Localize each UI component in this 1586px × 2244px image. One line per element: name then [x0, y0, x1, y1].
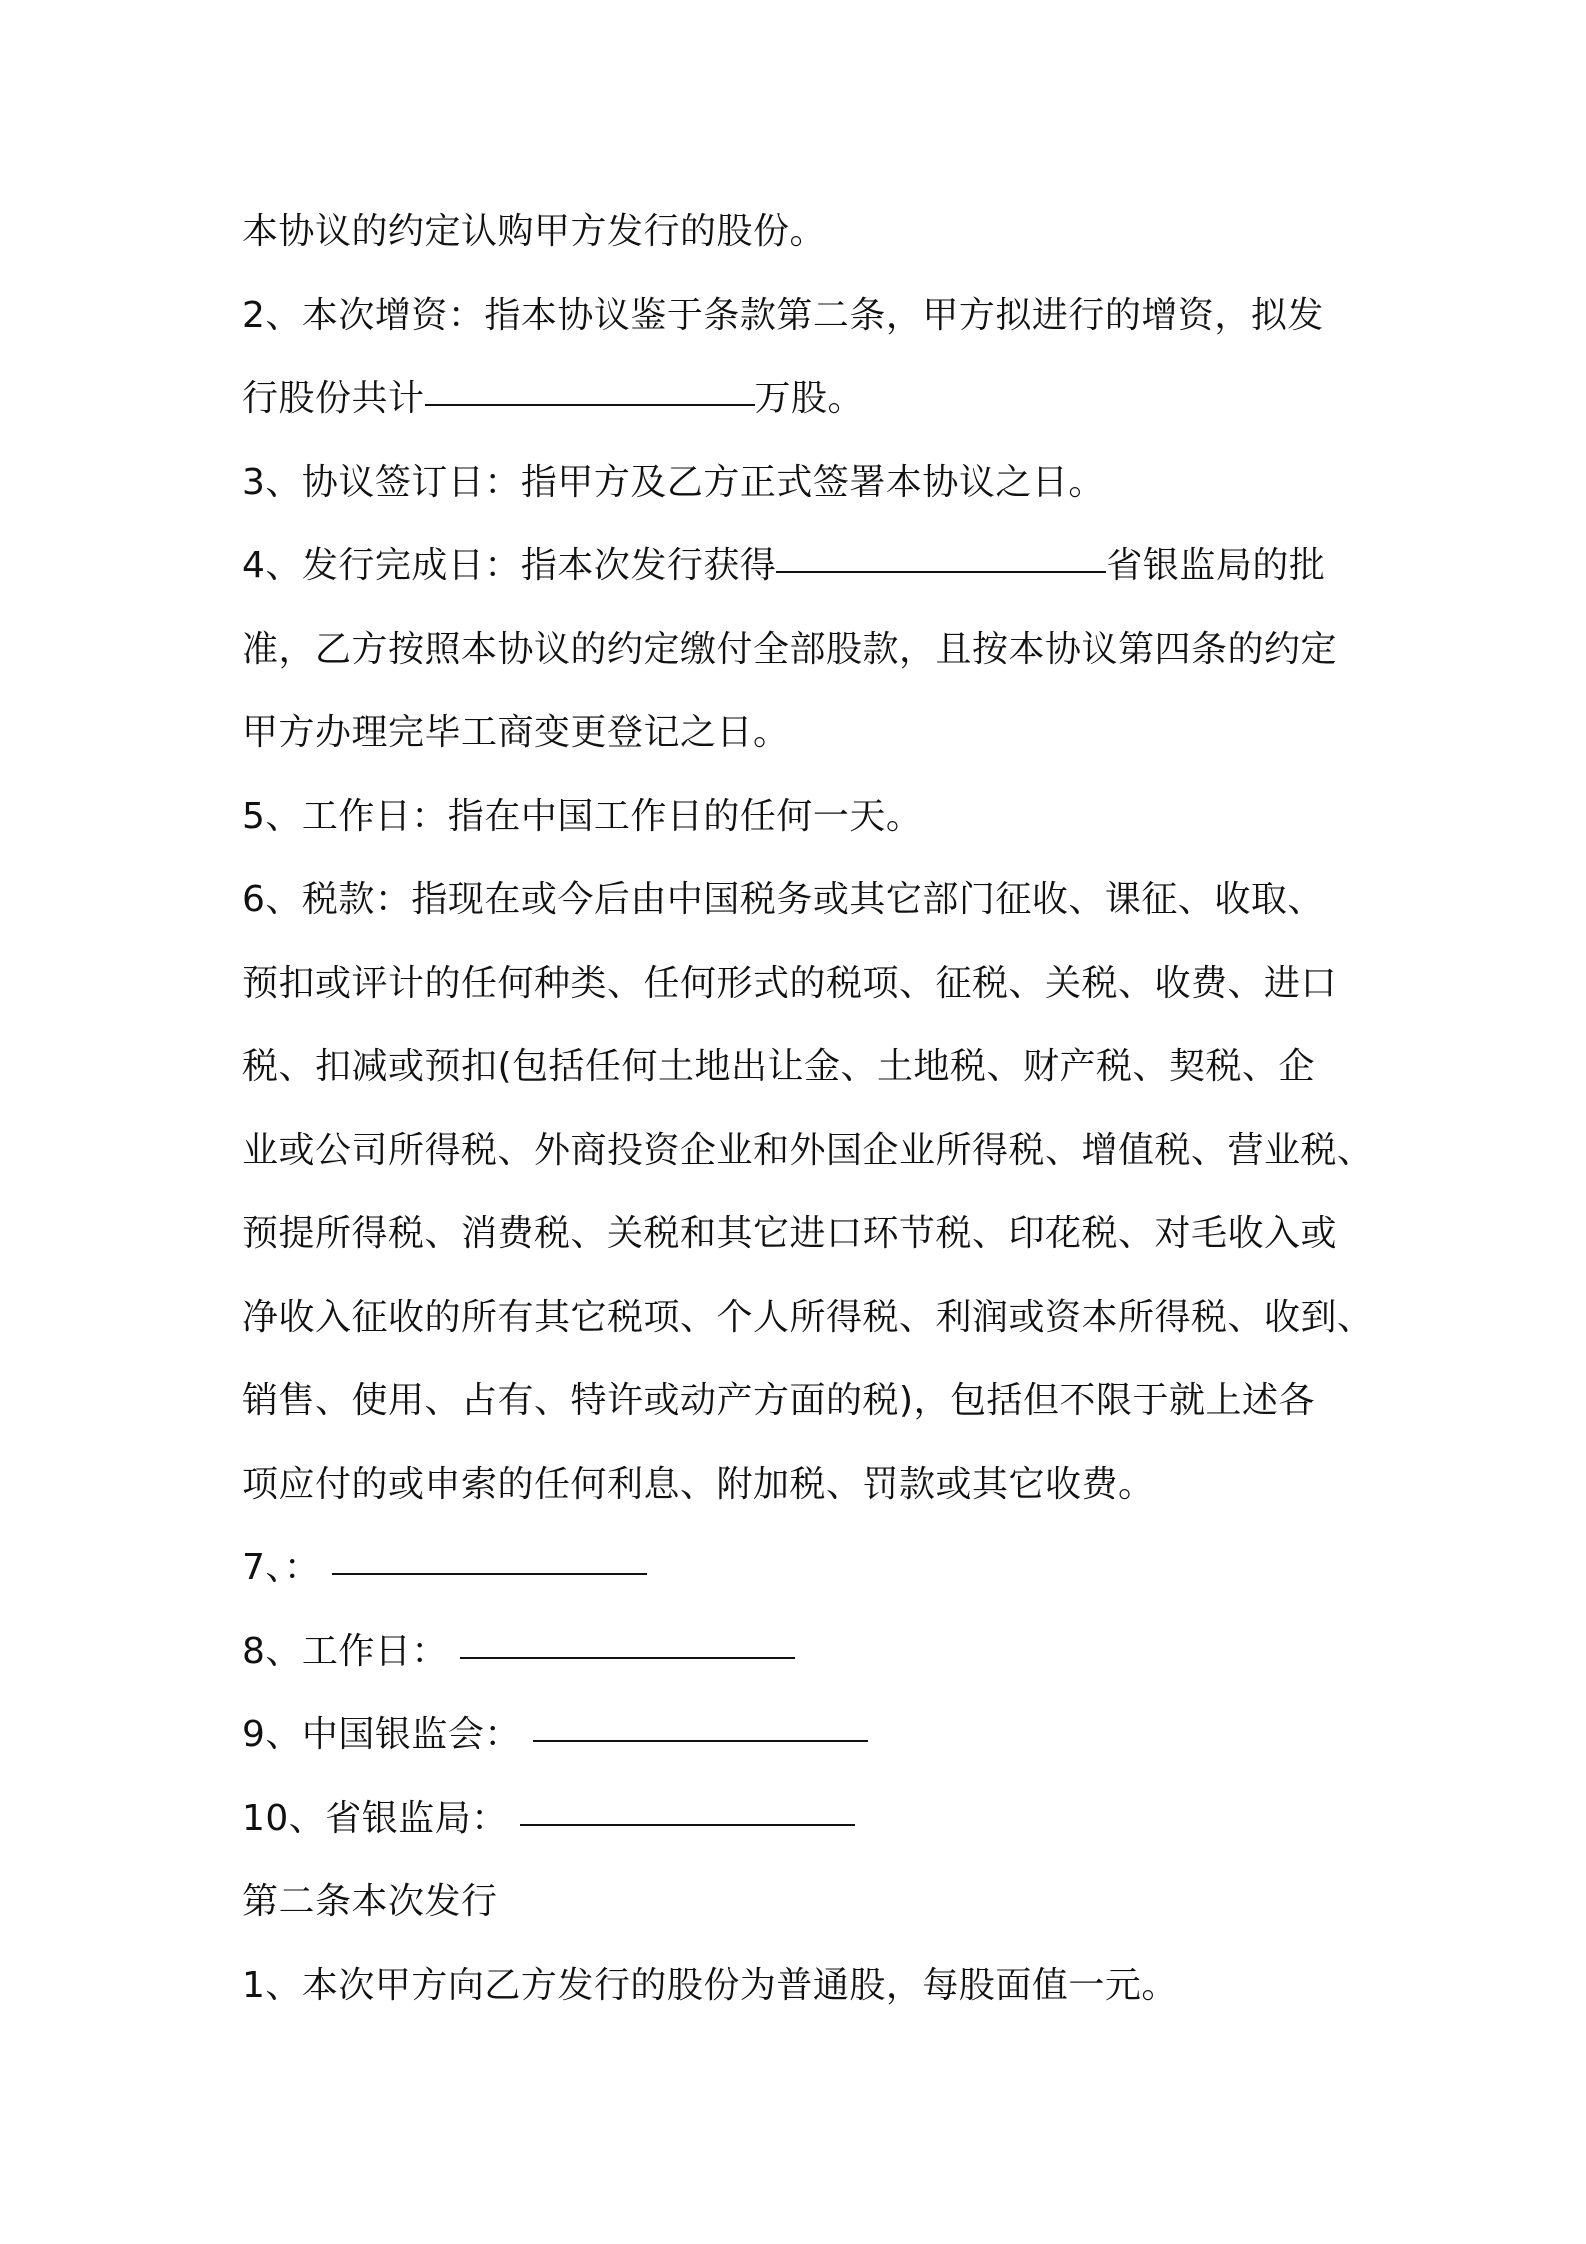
paragraph-line: 行股份共计 万股。 [242, 378, 865, 419]
fill-in-blank [425, 402, 755, 406]
paragraph-line: 本协议的约定认购甲方发行的股份。 [242, 211, 827, 252]
agreement-text [242, 190, 1374, 2027]
fill-in-blank [520, 1822, 855, 1826]
paragraph-line: 销售、使用、占有、特许或动产方面的税)，包括但不限于就上述各 [242, 1380, 1316, 1421]
paragraph-line: 甲方办理完毕工商变更登记之日。 [242, 712, 790, 753]
paragraph-line: 8、工作日： [242, 1610, 1352, 1694]
paragraph-line: 业或公司所得税、外商投资企业和外国企业所得税、增值税、营业税、 [242, 1129, 1374, 1171]
paragraph-line: 4、发行完成日：指本次发行获得 省银监局的批 [242, 545, 1326, 586]
fill-in-blank [776, 569, 1106, 573]
paragraph-line: 7、： [242, 1526, 1352, 1610]
fill-in-blank [460, 1655, 795, 1659]
paragraph-line: 5、工作日：指在中国工作日的任何一天。 [242, 795, 923, 837]
section-heading: 第二条本次发行 [242, 1881, 498, 1922]
paragraph-line: 6、税款：指现在或今后由中国税务或其它部门征收、课征、收取、 [242, 879, 1324, 920]
paragraph-line: 准，乙方按照本协议的约定缴付全部股款，且按本协议第四条的约定 [242, 628, 1338, 670]
paragraph-line: 预提所得税、消费税、关税和其它进口环节税、印花税、对毛收入或 [242, 1213, 1338, 1254]
paragraph-line: 净收入征收的所有其它税项、个人所得税、利润或资本所得税、收到、 [242, 1296, 1374, 1338]
paragraph-line: 1、本次甲方向乙方发行的股份为普通股，每股面值一元。 [242, 1964, 1178, 2006]
paragraph-line: 税、扣减或预扣(包括任何土地出让金、土地税、财产税、契税、企 [242, 1046, 1316, 1087]
paragraph-line: 10、省银监局： [242, 1777, 1352, 1861]
paragraph-line: 2、本次增资：指本协议鉴于条款第二条，甲方拟进行的增资，拟发 [242, 294, 1324, 336]
paragraph-line: 3、协议签订日：指甲方及乙方正式签署本协议之日。 [242, 461, 1105, 503]
paragraph-line: 预扣或评计的任何种类、任何形式的税项、征税、关税、收费、进口 [242, 962, 1338, 1004]
paragraph-line: 9、中国银监会： [242, 1693, 1352, 1777]
fill-in-blank [533, 1738, 868, 1742]
paragraph-line: 项应付的或申索的任何利息、附加税、罚款或其它收费。 [242, 1463, 1155, 1505]
fill-in-blank [332, 1571, 647, 1575]
